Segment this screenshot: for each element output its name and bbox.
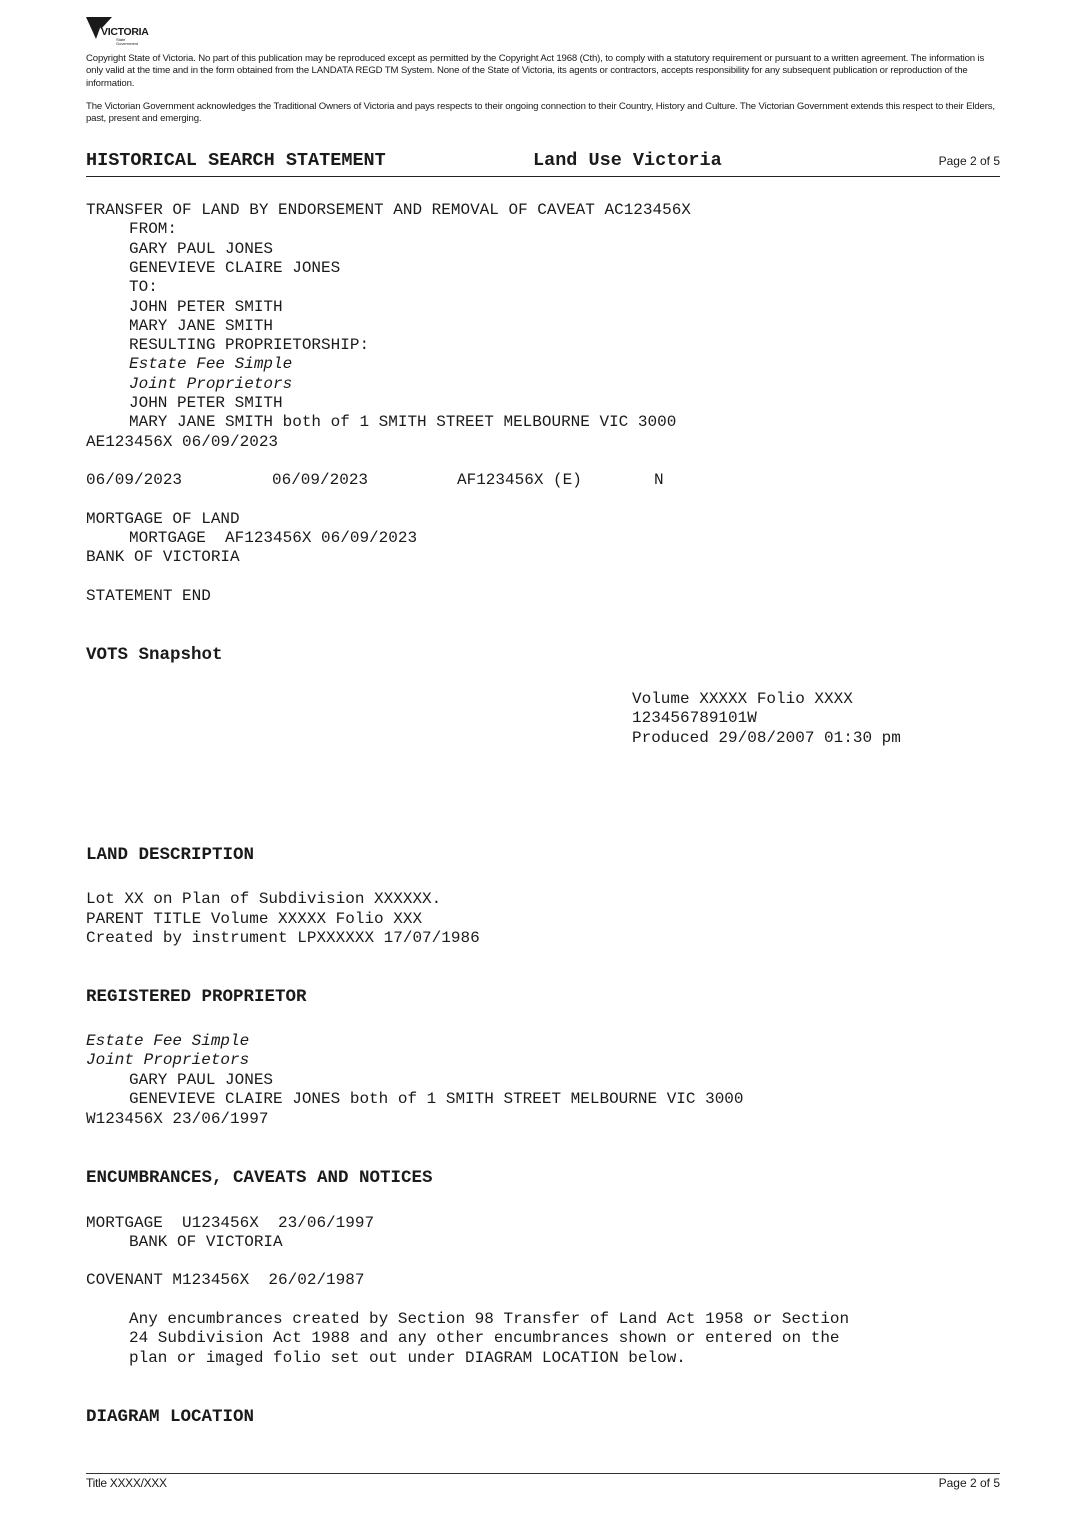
tenancy-type: Joint Proprietors xyxy=(129,375,293,393)
acknowledgement-notice: The Victorian Government acknowledges the Traditional Owners of Victoria and pays respects to their ongoing connection to their Country, History and Culture. The Victorian Government extends this respect to their Elders, past, present and emerging. xyxy=(86,101,995,125)
estate-type: Estate Fee Simple xyxy=(86,1032,250,1050)
result-proprietor: JOHN PETER SMITH xyxy=(129,394,283,412)
transfer-reference: AE123456X 06/09/2023 xyxy=(86,433,279,451)
land-description-line: Created by instrument LPXXXXXX 17/07/1986 xyxy=(86,929,480,947)
land-description-line: Lot XX on Plan of Subdivision XXXXXX. xyxy=(86,890,442,908)
result-proprietor: MARY JANE SMITH both of 1 SMITH STREET MELBOURNE VIC 3000 xyxy=(129,413,677,431)
page-footer xyxy=(86,1473,1000,1492)
dealing-completed-date: 06/09/2023 xyxy=(272,471,369,489)
land-description-title: LAND DESCRIPTION xyxy=(86,845,255,865)
diagram-location-title: DIAGRAM LOCATION xyxy=(86,1407,255,1427)
estate-type: Estate Fee Simple xyxy=(129,355,293,373)
dealing-flag: N xyxy=(654,471,664,489)
logo-wordmark: VICTORIA xyxy=(101,26,149,38)
encumbrances-title: ENCUMBRANCES, CAVEATS AND NOTICES xyxy=(86,1168,433,1188)
proprietor: GARY PAUL JONES xyxy=(129,1071,274,1089)
to-party: JOHN PETER SMITH xyxy=(129,298,283,316)
footer-page-number: Page 2 of 5 xyxy=(938,1476,1000,1490)
transfer-heading: TRANSFER OF LAND BY ENDORSEMENT AND REMOVAL OF CAVEAT AC123456X xyxy=(86,201,691,219)
proprietor: GENEVIEVE CLAIRE JONES both of 1 SMITH STREET MELBOURNE VIC 3000 xyxy=(129,1090,744,1108)
registered-proprietor-title: REGISTERED PROPRIETOR xyxy=(86,987,307,1007)
vots-volume: Volume XXXXX Folio XXXX xyxy=(632,690,853,708)
page-title: HISTORICAL SEARCH STATEMENT xyxy=(86,150,386,171)
resulting-label: RESULTING PROPRIETORSHIP: xyxy=(129,336,370,354)
statement-end: STATEMENT END xyxy=(86,587,211,605)
mortgage-detail: MORTGAGE AF123456X 06/09/2023 xyxy=(129,529,418,547)
logo-subtitle: State Government xyxy=(116,37,139,46)
encumbrance-mortgagee: BANK OF VICTORIA xyxy=(129,1233,283,1251)
mortgagee: BANK OF VICTORIA xyxy=(86,548,240,566)
footer-title-ref: Title XXXX/XXX xyxy=(86,1476,167,1490)
copyright-notice: Copyright State of Victoria. No part of this publication may be reproduced except as permitted by the Copyright Act 1968 (Cth), to comply with a statutory requirement or pursuant to a written agreement. The information is only valid at the time and in the form obtained from the LANDATA REGD TM System. None of the State of Victoria, its agents or contractors, accepts responsibility for any subsequent publication or reproduction of the information. xyxy=(86,53,985,89)
vots-title: VOTS Snapshot xyxy=(86,645,223,665)
encumbrance-covenant: COVENANT M123456X 26/02/1987 xyxy=(86,1271,365,1289)
encumbrance-mortgage: MORTGAGE U123456X 23/06/1997 xyxy=(86,1214,375,1232)
page-header xyxy=(86,150,1000,177)
from-party: GENEVIEVE CLAIRE JONES xyxy=(129,259,341,277)
to-label: TO: xyxy=(129,278,158,296)
tenancy-type: Joint Proprietors xyxy=(86,1051,250,1069)
dealing-number: AF123456X (E) xyxy=(457,471,582,489)
page-number: Page 2 of 5 xyxy=(938,154,1000,168)
vots-produced: Produced 29/08/2007 01:30 pm xyxy=(632,729,901,747)
agency-name: Land Use Victoria xyxy=(533,150,722,171)
to-party: MARY JANE SMITH xyxy=(129,317,274,335)
encumbrance-note: Any encumbrances created by Section 98 Transfer of Land Act 1958 or Section xyxy=(129,1310,850,1328)
land-description-line: PARENT TITLE Volume XXXXX Folio XXX xyxy=(86,910,423,928)
mortgage-heading: MORTGAGE OF LAND xyxy=(86,510,240,528)
from-party: GARY PAUL JONES xyxy=(129,240,274,258)
vots-number: 123456789101W xyxy=(632,709,757,727)
encumbrance-note: plan or imaged folio set out under DIAGRAM LOCATION below. xyxy=(129,1349,686,1367)
from-label: FROM: xyxy=(129,220,178,238)
proprietor-reference: W123456X 23/06/1997 xyxy=(86,1110,269,1128)
encumbrance-note: 24 Subdivision Act 1988 and any other encumbrances shown or entered on the xyxy=(129,1329,840,1347)
dealing-lodged-date: 06/09/2023 xyxy=(86,471,183,489)
